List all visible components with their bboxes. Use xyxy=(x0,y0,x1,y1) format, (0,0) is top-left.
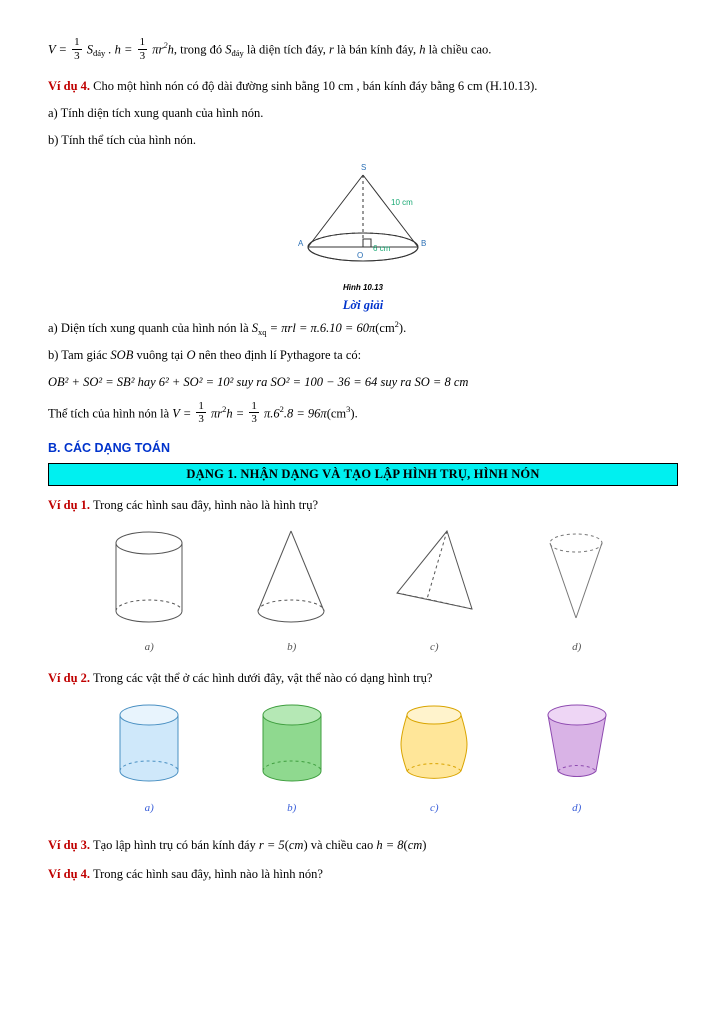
h-symbol: h xyxy=(419,42,426,57)
height-close-paren: ) xyxy=(422,838,427,853)
volume-formula-line xyxy=(48,38,678,63)
example-4-label: Ví dụ 4. xyxy=(48,79,91,94)
radius-close-paren: ) xyxy=(303,838,308,853)
fraction-denominator: 3 xyxy=(198,413,204,426)
period: . xyxy=(403,321,407,336)
s-day-subscript: đáy xyxy=(92,48,106,59)
cone-diagram xyxy=(273,157,453,277)
formula-mid: . h = xyxy=(108,42,133,57)
object-item-yellow-barrel xyxy=(389,699,479,814)
cone-shape xyxy=(244,523,339,633)
example-1-text: Trong các hình sau đây, hình nào là hình trụ? xyxy=(92,497,319,512)
shape-label-b: b) xyxy=(287,640,297,653)
s-xq-subscript: xq xyxy=(258,327,267,338)
unit-close-paren: ) xyxy=(398,321,404,336)
fraction-denominator: 3 xyxy=(139,49,146,62)
pi-r-squared: πr xyxy=(152,42,164,57)
example-4b-text: Trong các hình sau đây, hình nào là hình nón? xyxy=(92,867,323,882)
solution-heading: Lời giải xyxy=(342,298,384,313)
label-radius: 6 cm xyxy=(373,244,391,254)
example-4-line xyxy=(48,77,678,96)
purple-cup-object xyxy=(532,699,622,794)
pi-six: π.6 xyxy=(263,406,280,421)
formula-prefix: V = xyxy=(48,42,67,57)
fraction-numerator: 1 xyxy=(139,36,146,48)
example-3-text-mid: và chiều cao xyxy=(310,838,374,853)
label-slant: 10 cm xyxy=(391,198,413,208)
green-cylinder-object xyxy=(247,699,337,794)
radius-unit: cm xyxy=(288,838,304,853)
example-3-text-prefix: Tạo lập hình trụ có bán kính đáy xyxy=(92,838,256,853)
height-unit: cm xyxy=(407,838,423,853)
object-label-d: d) xyxy=(572,802,582,815)
s-day-subscript-2: đáy xyxy=(231,48,244,59)
solution-part-a xyxy=(48,319,678,338)
fraction-one-third-c xyxy=(196,401,206,426)
tetrahedron-shape xyxy=(387,523,482,633)
example-1-shapes-row xyxy=(48,523,678,653)
vertex-o: O xyxy=(186,348,196,363)
figure-caption: Hình 10.13 xyxy=(342,283,383,293)
solution-b-volume xyxy=(48,399,678,427)
fraction-denominator: 3 xyxy=(251,413,257,426)
unit-exponent: 2 xyxy=(394,319,399,330)
shape-label-a: a) xyxy=(144,640,154,653)
solution-a-prefix: a) Diện tích xung quanh của hình nón là xyxy=(48,321,249,336)
r-symbol: r xyxy=(329,42,334,57)
fraction-numerator: 1 xyxy=(251,399,257,412)
fraction-one-third-a xyxy=(72,37,82,62)
height-equation: h = 8 xyxy=(376,838,404,853)
base-area-text: là diện tích đáy, xyxy=(246,42,326,57)
exponent-two-b: 2 xyxy=(222,404,227,415)
shape-item-cylinder xyxy=(102,523,197,653)
unit-open-paren: ( xyxy=(375,321,380,336)
period-b: . xyxy=(354,406,358,421)
example-2-line xyxy=(48,669,678,688)
shape-item-tetrahedron xyxy=(387,523,482,653)
fraction-numerator: 1 xyxy=(198,399,204,412)
height-symbol: h xyxy=(167,42,174,57)
unit-open-paren-b: ( xyxy=(326,406,331,421)
radius-text: là bán kính đáy, xyxy=(337,42,417,57)
example-4-part-b: b) Tính thể tích của hình nón. xyxy=(48,132,197,147)
section-heading-b: B. CÁC DẠNG TOÁN xyxy=(48,440,170,455)
object-label-c: c) xyxy=(429,802,439,815)
example-2-text: Trong các vật thể ở các hình dưới đây, vật thể nào có dạng hình trụ? xyxy=(92,670,433,685)
volume-text-prefix: Thể tích của hình nón là xyxy=(48,406,170,421)
shape-item-cone xyxy=(244,523,339,653)
volume-result: .8 = 96π xyxy=(283,406,327,421)
volume-formula-v: V = xyxy=(172,406,192,421)
object-item-blue-cylinder xyxy=(104,699,194,814)
height-h-eq: h = xyxy=(226,406,245,421)
pythagore-text: nên theo định lí Pythagore ta có: xyxy=(198,348,362,363)
example-3-line xyxy=(48,836,678,855)
formula-trailing: , trong đó xyxy=(173,42,223,57)
fraction-one-third-d xyxy=(249,401,259,426)
solution-part-b-line1 xyxy=(48,346,678,365)
s-day-symbol: S xyxy=(86,42,93,57)
cylinder-shape xyxy=(102,523,197,633)
solution-b-prefix: b) Tam giác xyxy=(48,348,108,363)
example-4-text: Cho một hình nón có độ dài đường sinh bằng 10 cm , bán kính đáy bằng 6 cm (H.10.13). xyxy=(93,79,538,94)
example-1-label: Ví dụ 1. xyxy=(48,497,91,512)
unit-exponent-b: 3 xyxy=(346,404,351,415)
s-day-symbol-2: S xyxy=(225,42,232,57)
example-1-line xyxy=(48,496,678,515)
yellow-barrel-object xyxy=(389,699,479,794)
example-4-part-a: a) Tính diện tích xung quanh của hình nón. xyxy=(48,105,264,120)
inverted-cone-shape xyxy=(529,523,624,633)
radius-open-paren: ( xyxy=(284,838,289,853)
solution-b-pythagoras: OB² + SO² = SB² hay 6² + SO² = 10² suy ra SO² = 100 − 36 = 64 suy ra SO = 8 cm xyxy=(48,374,469,389)
cone-figure-block xyxy=(48,157,678,292)
shape-item-inverted-cone xyxy=(529,523,624,653)
object-item-green-cylinder xyxy=(247,699,337,814)
object-label-b: b) xyxy=(287,802,297,815)
s-xq-symbol: S xyxy=(251,321,259,336)
example-2-label: Ví dụ 2. xyxy=(48,670,91,685)
label-B: B xyxy=(421,239,427,249)
label-S: S xyxy=(361,163,367,173)
unit-close-paren-b: ) xyxy=(350,406,355,421)
object-label-a: a) xyxy=(144,802,154,815)
pi-r-sq: πr xyxy=(211,406,223,421)
example-2-objects-row xyxy=(48,699,678,814)
right-angle-text: vuông tại xyxy=(136,348,184,363)
unit-cm-b: cm xyxy=(330,406,347,421)
dang-1-banner: DẠNG 1. NHẬN DẠNG VÀ TẠO LẬP HÌNH TRỤ, HÌNH NÓN xyxy=(48,463,678,486)
triangle-sob: SOB xyxy=(110,348,134,363)
shape-label-d: d) xyxy=(572,640,582,653)
label-O: O xyxy=(357,251,364,261)
height-open-paren: ( xyxy=(403,838,408,853)
height-text: là chiều cao. xyxy=(428,42,492,57)
object-item-purple-cup xyxy=(532,699,622,814)
example-4b-label: Ví dụ 4. xyxy=(48,867,91,882)
blue-cylinder-object xyxy=(104,699,194,794)
example-3-label: Ví dụ 3. xyxy=(48,838,91,853)
label-A: A xyxy=(298,239,304,249)
radius-equation: r = 5 xyxy=(258,838,285,853)
fraction-numerator: 1 xyxy=(74,36,80,48)
fraction-denominator: 3 xyxy=(74,49,80,62)
document-content xyxy=(48,38,678,888)
exponent-two: 2 xyxy=(163,40,168,51)
unit-cm: cm xyxy=(379,321,395,336)
shape-label-c: c) xyxy=(429,640,439,653)
s-xq-expression: = πrl = π.6.10 = 60π xyxy=(269,321,376,336)
example-4b-line xyxy=(48,865,678,884)
exponent-two-c: 2 xyxy=(279,404,284,415)
fraction-one-third-b xyxy=(138,37,148,62)
